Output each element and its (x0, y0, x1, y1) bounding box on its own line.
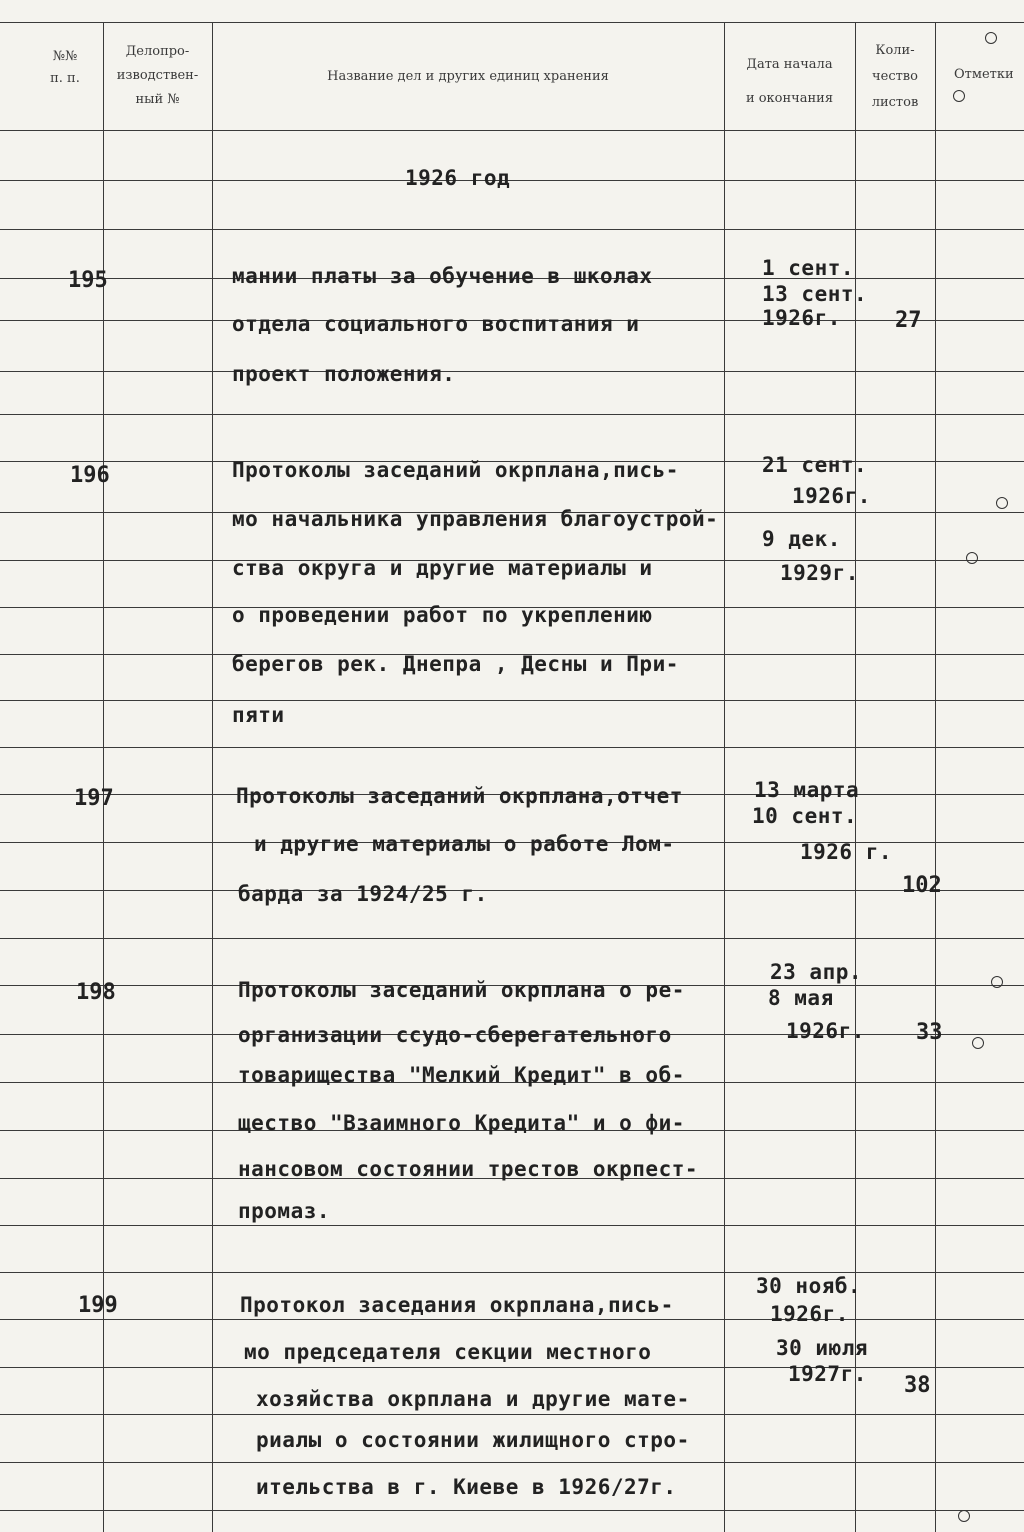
header-sheets-line2: чество (872, 69, 918, 84)
entry-title-line: берегов рек. Днепра , Десны и При- (232, 652, 679, 676)
header-office-line2: изводствен- (116, 68, 199, 83)
rule (0, 1414, 1024, 1415)
entry-title-line: нансовом состоянии трестов окрпест- (238, 1157, 699, 1181)
rule (0, 414, 1024, 415)
entry-title-line: мо председателя секции местного (244, 1340, 652, 1364)
header-number-column (30, 46, 100, 90)
header-sheets-line3: листов (871, 95, 919, 110)
rule (0, 1462, 1024, 1463)
header-notes: Отметки (954, 67, 1014, 82)
entry-date-line: 30 нояб. (756, 1274, 862, 1298)
entry-number: 198 (76, 980, 116, 1005)
entry-date-line: 8 мая (768, 986, 834, 1010)
column-line (935, 22, 936, 1532)
entry-title-line: Протоколы заседаний окрплана,пись- (232, 458, 679, 482)
entry-title-line: и другие материалы о работе Лом- (254, 832, 675, 856)
margin-circle-mark (991, 976, 1003, 988)
entry-date-line: 1927г. (788, 1362, 867, 1386)
rule (0, 938, 1024, 939)
entry-title-line: Протоколы заседаний окрплана,отчет (236, 784, 683, 808)
margin-circle-mark (996, 497, 1008, 509)
rule (0, 1510, 1024, 1511)
entry-date-line: 1 сент. (762, 256, 855, 280)
margin-circle-mark (953, 90, 965, 102)
margin-circle-mark (958, 1510, 970, 1522)
rule (0, 371, 1024, 372)
header-office-line1: Делопро- (125, 44, 190, 59)
entry-date-line: 21 сент. (762, 453, 868, 477)
rule (0, 1272, 1024, 1273)
rule (0, 700, 1024, 701)
entry-date-line: 1926 г. (800, 840, 893, 864)
rule (0, 1367, 1024, 1368)
rule-top (0, 22, 1024, 23)
entry-number: 196 (70, 463, 110, 488)
entry-title-line: ства округа и другие материалы и (232, 556, 653, 580)
entry-date-line: 30 июля (776, 1336, 869, 1360)
entry-title-line: хозяйства окрплана и другие мате- (256, 1387, 690, 1411)
entry-title-line: ительства в г. Киеве в 1926/27г. (256, 1475, 677, 1499)
header-notes-column (938, 64, 1024, 86)
entry-date-line: 9 дек. (762, 527, 841, 551)
header-office-column (105, 40, 210, 112)
entry-date-line: 13 сент. (762, 282, 868, 306)
entry-sheet-count: 102 (902, 873, 942, 898)
header-dates-line2: и окончания (745, 91, 834, 106)
margin-circle-mark (972, 1037, 984, 1049)
header-office-line3: ный № (135, 92, 180, 107)
column-line (212, 22, 213, 1532)
entry-title-line: товарищества "Мелкий Кредит" в об- (238, 1063, 685, 1087)
entry-title-line: риалы о состоянии жилищного стро- (256, 1428, 690, 1452)
entry-sheet-count: 33 (916, 1020, 943, 1045)
entry-date-line: 13 марта (754, 778, 860, 802)
column-line (855, 22, 856, 1532)
rule (0, 1225, 1024, 1226)
header-title: Название дел и других единиц хранения (327, 69, 609, 84)
rule (0, 229, 1024, 230)
entry-title-line: Протокол заседания окрплана,пись- (240, 1293, 674, 1317)
rule-header-bottom (0, 130, 1024, 131)
entry-title-line: мании платы за обучение в школах (232, 264, 653, 288)
column-line (724, 22, 725, 1532)
entry-number: 199 (78, 1293, 118, 1318)
rule (0, 1319, 1024, 1320)
entry-title-line: пяти (232, 703, 285, 727)
entry-title-line: проект положения. (232, 362, 456, 386)
entry-title-line: промаз. (238, 1199, 331, 1223)
header-title-column (214, 66, 722, 88)
margin-circle-mark (985, 32, 997, 44)
header-sheets-column (857, 38, 933, 116)
entry-number: 197 (74, 786, 114, 811)
entry-date-line: 1926г. (762, 306, 841, 330)
entry-title-line: Протоколы заседаний окрплана о ре- (238, 978, 685, 1002)
rule (0, 747, 1024, 748)
header-dates-line1: Дата начала (746, 57, 833, 72)
entry-sheet-count: 27 (895, 308, 922, 333)
rule (0, 180, 1024, 181)
entry-sheet-count: 38 (904, 1373, 931, 1398)
header-number-line1: №№ (52, 49, 78, 64)
header-number-line2: п. п. (50, 71, 80, 86)
entry-number: 195 (68, 268, 108, 293)
header-sheets-line1: Коли- (875, 43, 915, 58)
entry-date-line: 1926г. (792, 484, 871, 508)
entry-title-line: барда за 1924/25 г. (238, 882, 488, 906)
header-dates-column (726, 48, 853, 116)
entry-date-line: 1926г. (786, 1019, 865, 1043)
entry-title-line: отдела социального воспитания и (232, 312, 640, 336)
entry-date-line: 1926г. (770, 1302, 849, 1326)
entry-title-line: мо начальника управления благоустрой- (232, 507, 719, 531)
year-heading: 1926 год (405, 166, 511, 190)
entry-date-line: 23 апр. (770, 960, 863, 984)
margin-circle-mark (966, 552, 978, 564)
entry-date-line: 1929г. (780, 561, 859, 585)
rule (0, 890, 1024, 891)
entry-title-line: организации ссудо-сберегательного (238, 1023, 672, 1047)
entry-title-line: о проведении работ по укреплению (232, 603, 653, 627)
entry-date-line: 10 сент. (752, 804, 858, 828)
entry-title-line: щество "Взаимного Кредита" и о фи- (238, 1111, 685, 1135)
